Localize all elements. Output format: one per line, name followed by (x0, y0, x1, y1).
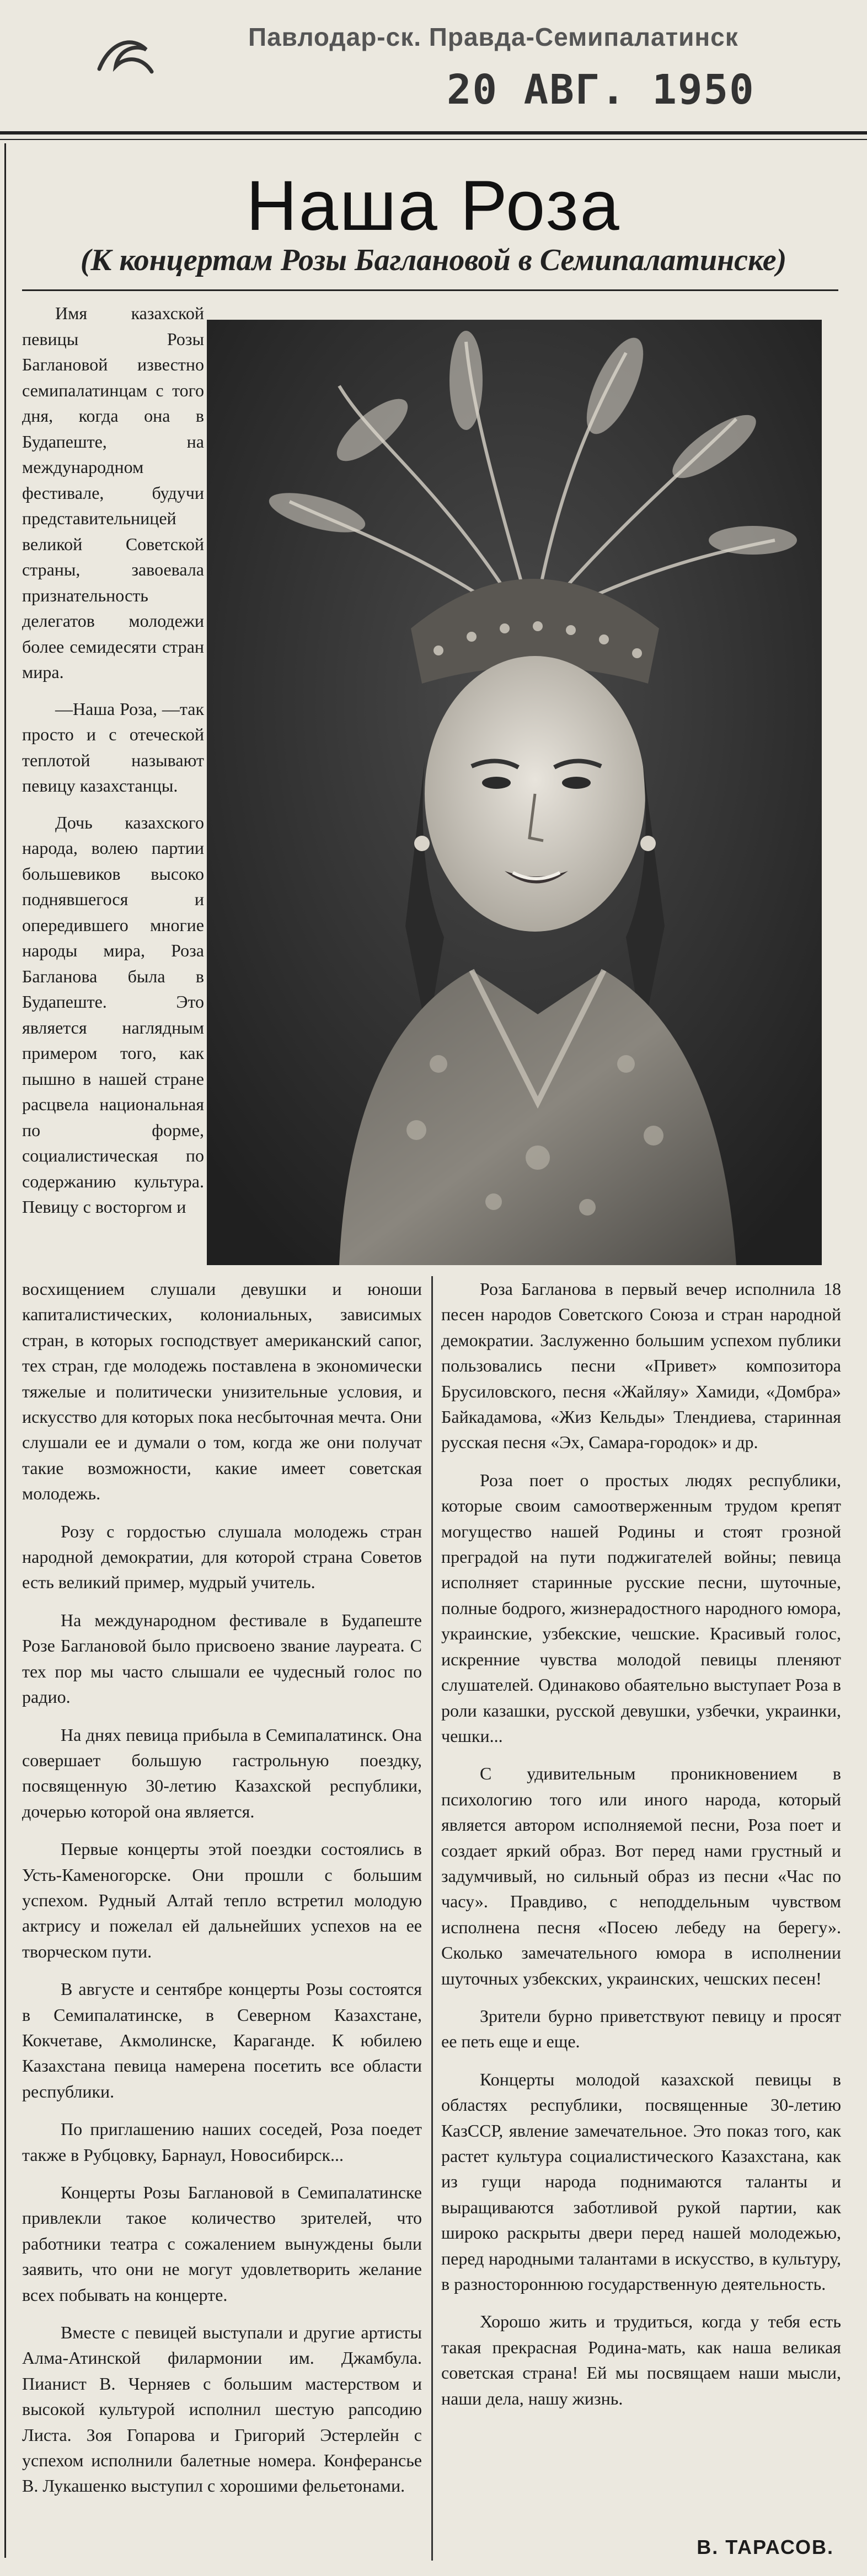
paragraph: Дочь казахского народа, волею партии большевиков высоко поднявшегося и опередившего многие народы мира, Роза Багланова была в Будапеште. Это является наглядным примером того, как пышно в нашей стране расцвела национальная по форме, социалистическая по содержанию культура. Певицу с восторгом и (22, 812, 204, 1217)
right-column (441, 1276, 841, 2423)
paragraph: —Наша Роза, —так просто и с отеческой теплотой называют певицу казахстанцы. (22, 698, 204, 795)
paragraph: Первые концерты этой поездки состоялись в Усть-Каменогорске. Они прошли с большим успехом. Рудный Алтай тепло встретил молодую актрису и пожелал ей дальнейших успехов на ее творческом пути. (22, 1839, 422, 1961)
paragraph: По приглашению наших соседей, Роза поедет также в Рубцовку, Барнаул, Новосибирск... (22, 2119, 422, 2165)
column-divider (431, 1276, 433, 2561)
title-rule (22, 289, 838, 291)
archive-logo-mark (94, 19, 160, 85)
paragraph: Вместе с певицей выступали и другие артисты Алма-Атинской филармонии им. Джамбула. Пианист В. Черняев с большим мастерством и высокой культурой исполнил шестую рапсодию Листа. Зоя Гопарова и Григорий Эстерлейн с успехом исполнили балетные номера. Конферансье В. Лукашенко выступил с хорошими фельетонами. (22, 2322, 422, 2496)
source-stamp: Павлодар-ск. Правда-Семипалатинск (248, 23, 738, 51)
paragraph: Зрители бурно приветствуют певицу и просят ее петь еще и еще. (441, 2005, 841, 2052)
paragraph: Розу с гордостью слушала молодежь стран народной демократии, для которой страна Советов есть великий пример, мудрый учитель. (22, 1521, 422, 1593)
left-column (22, 1276, 422, 2511)
paragraph: С удивительным проникновением в психологию того или иного народа, который является автором исполняемой песни, Роза поет и создает яркий образ. Вот перед нами грустный и задумчивый, но сильный образ из песни «Час по часу». Правдиво, с неподдельным чувством исполнена песня «Посею лебеду на берегу». Сколько замечательного юмора в исполнении шуточных узбекских, украинских, чешских песен! (441, 1763, 841, 1988)
author-signature: В. ТАРАСОВ. (697, 2536, 834, 2558)
paragraph: Хорошо жить и трудиться, когда у тебя есть такая прекрасная Родина-мать, как наша великая советская страна! Ей мы посвящаем наши мысли, наши дела, нашу жизнь. (441, 2311, 841, 2408)
paragraph: На международном фестивале в Будапеште Розе Баглановой было присвоено звание лауреата. С тех пор мы часто слышали ее чудесный голос по радио. (22, 1610, 422, 1707)
paragraph: Роза Багланова в первый вечер исполнила 18 песен народов Советского Союза и стран народной демократии. Заслуженно большим успехом публики пользовались песни «Привет» композитора Брусиловского, песня «Жайляу» Хамиди, «Домбра» Байкадамова, «Жиз Кельды» Тлендиева, старинная русская песня «Эх, Самара-городок» и др. (441, 1279, 841, 1453)
portrait-image (207, 320, 822, 1265)
paragraph: Концерты молодой казахской певицы в областях республики, посвященные 30-летию КазССР, явление замечательное. Это показ того, как растет культура социалистического Казахстана, как из гущи народа поднимаются таланты и выращиваются заботливой рукой партии, как широко раскрыты двери перед нашей молодежью, перед народными талантами в искусство, в культуру, в разностороннюю государственную деятельность. (441, 2069, 841, 2294)
paragraph: На днях певица прибыла в Семипалатинск. Она совершает большую гастрольную поездку, посвященную 30-летию Казахской республики, дочерью которой она является. (22, 1724, 422, 1821)
article-subtitle: (К концертам Розы Баглановой в Семипалатинске) (80, 243, 787, 277)
paragraph: Роза поет о простых людях республики, которые своим самоотверженным трудом крепят могущество нашей Родины и стоят грозной преградой на пути поджигателей войны; певица исполняет старинные русские песни, шуточные, полные бодрого, жизнерадостного народного юмора, украинские, узбекские, чешские. Красивый голос, искренние чувства молодой певицы пленяют слушателей. Одинаково обаятельно выступает Роза в роли казашки, русской девушки, узбечки, украинки, чешки... (441, 1470, 841, 1746)
left-border (4, 143, 6, 2558)
article-title: Наша Роза (246, 166, 621, 245)
paragraph: восхищением слушали девушки и юноши капиталистических, колониальных, зависимых стран, в которых господствует американский сапог, тех стран, где молодежь поставлена в экономически тяжелые и политически унизительные условия, и искусство для которых пока несбыточная мечта. Они слушали ее и думали о том, когда же они получат такие возможности, какие имеет советская молодежь. (22, 1279, 422, 1504)
date-stamp: 20 АВГ. 1950 (447, 66, 755, 114)
singer-photo (207, 320, 822, 1265)
paragraph: Имя казахской певицы Розы Баглановой известно семипалатинцам с того дня, когда она в Будапеште, на международном фестивале, будучи представительницей великой Советской страны, завоевала признательность делегатов молодежи более семидесяти стран мира. (22, 303, 204, 682)
paragraph: Концерты Розы Баглановой в Семипалатинске привлекли такое количество зрителей, что работники театра с сожалением вынуждены были заявить, что они не могут удовлетворить желание всех побывать на концерте. (22, 2182, 422, 2305)
intro-column (22, 300, 204, 1231)
header-rule-thin (0, 139, 867, 140)
header-rule (0, 131, 867, 135)
paragraph: В августе и сентябре концерты Розы состоятся в Семипалатинске, в Северном Казахстане, Кокчетаве, Акмолинске, Караганде. К юбилею Казахстана певица намерена посетить все области республики. (22, 1979, 422, 2101)
